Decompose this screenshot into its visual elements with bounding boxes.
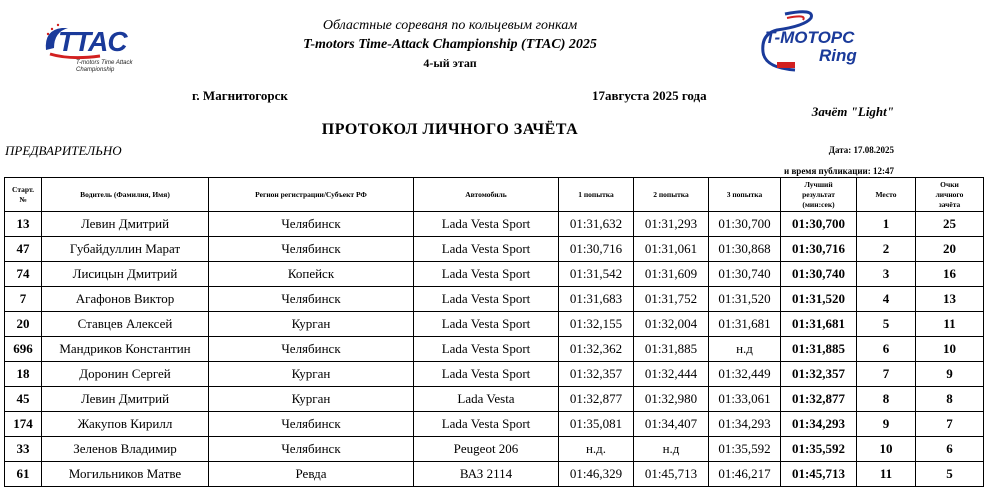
attempt-2-cell: 01:31,293 — [634, 212, 709, 237]
attempt-2-cell: 01:31,061 — [634, 237, 709, 262]
table-row — [5, 337, 984, 362]
header-attempt-1: 1 попытка — [559, 178, 634, 212]
attempt-1-cell: 01:46,329 — [559, 462, 634, 487]
points-cell: 8 — [916, 387, 984, 412]
attempt-3-cell: 01:35,592 — [709, 437, 781, 462]
driver-cell: Левин Дмитрий — [42, 212, 209, 237]
table-row — [5, 362, 984, 387]
driver-cell: Ставцев Алексей — [42, 312, 209, 337]
place-cell: 11 — [857, 462, 916, 487]
attempt-2-cell: 01:31,885 — [634, 337, 709, 362]
table-row — [5, 387, 984, 412]
attempt-2-cell: 01:34,407 — [634, 412, 709, 437]
attempt-1-cell: 01:30,716 — [559, 237, 634, 262]
place-cell: 10 — [857, 437, 916, 462]
attempt-1-cell: 01:32,357 — [559, 362, 634, 387]
attempt-2-cell: 01:32,980 — [634, 387, 709, 412]
points-cell: 5 — [916, 462, 984, 487]
points-cell: 10 — [916, 337, 984, 362]
driver-cell: Доронин Сергей — [42, 362, 209, 387]
start-number-cell: 13 — [5, 212, 42, 237]
place-cell: 6 — [857, 337, 916, 362]
attempt-2-cell: 01:31,609 — [634, 262, 709, 287]
place-cell: 3 — [857, 262, 916, 287]
place-cell: 7 — [857, 362, 916, 387]
points-cell: 11 — [916, 312, 984, 337]
start-number-cell: 74 — [5, 262, 42, 287]
best-result-cell: 01:34,293 — [781, 412, 857, 437]
table-header-row — [5, 178, 984, 212]
points-cell: 7 — [916, 412, 984, 437]
attempt-1-cell: 01:31,542 — [559, 262, 634, 287]
start-number-cell: 174 — [5, 412, 42, 437]
ring-brand-text: Ring — [819, 46, 857, 65]
header-car: Автомобиль — [414, 178, 559, 212]
attempt-1-cell: 01:31,632 — [559, 212, 634, 237]
region-cell: Челябинск — [209, 237, 414, 262]
place-cell: 5 — [857, 312, 916, 337]
header-start-number: Старт. № — [5, 178, 42, 212]
car-cell: Peugeot 206 — [414, 437, 559, 462]
region-cell: Курган — [209, 387, 414, 412]
attempt-1-cell: 01:32,155 — [559, 312, 634, 337]
table-row — [5, 287, 984, 312]
attempt-3-cell: н.д — [709, 337, 781, 362]
ttac-brand-text: TTAC — [58, 26, 127, 57]
car-cell: Lada Vesta Sport — [414, 362, 559, 387]
points-cell: 20 — [916, 237, 984, 262]
header-attempt-2: 2 попытка — [634, 178, 709, 212]
car-cell: Lada Vesta Sport — [414, 237, 559, 262]
attempt-3-cell: 01:31,520 — [709, 287, 781, 312]
table-row — [5, 212, 984, 237]
car-cell: Lada Vesta — [414, 387, 559, 412]
points-cell: 9 — [916, 362, 984, 387]
driver-cell: Левин Дмитрий — [42, 387, 209, 412]
points-cell: 25 — [916, 212, 984, 237]
table-row — [5, 412, 984, 437]
table-row — [5, 262, 984, 287]
attempt-3-cell: 01:31,681 — [709, 312, 781, 337]
region-cell: Челябинск — [209, 437, 414, 462]
car-cell: Lada Vesta Sport — [414, 412, 559, 437]
region-cell: Челябинск — [209, 287, 414, 312]
table-row — [5, 237, 984, 262]
attempt-3-cell: 01:33,061 — [709, 387, 781, 412]
attempt-3-cell: 01:32,449 — [709, 362, 781, 387]
class-label: Зачёт "Light" — [811, 104, 894, 119]
attempt-1-cell: 01:32,362 — [559, 337, 634, 362]
table-row — [5, 312, 984, 337]
attempt-1-cell: н.д. — [559, 437, 634, 462]
driver-cell: Лисицын Дмитрий — [42, 262, 209, 287]
protocol-title: ПРОТОКОЛ ЛИЧНОГО ЗАЧЁТА — [321, 121, 579, 138]
results-table — [4, 177, 984, 487]
region-cell: Курган — [209, 312, 414, 337]
start-number-cell: 696 — [5, 337, 42, 362]
attempt-1-cell: 01:35,081 — [559, 412, 634, 437]
driver-cell: Мандриков Константин — [42, 337, 209, 362]
car-cell: Lada Vesta Sport — [414, 337, 559, 362]
region-cell: Челябинск — [209, 212, 414, 237]
car-cell: Lada Vesta Sport — [414, 212, 559, 237]
car-cell: Lada Vesta Sport — [414, 287, 559, 312]
best-result-cell: 01:35,592 — [781, 437, 857, 462]
attempt-2-cell: 01:32,444 — [634, 362, 709, 387]
driver-cell: Зеленов Владимир — [42, 437, 209, 462]
best-result-cell: 01:30,700 — [781, 212, 857, 237]
car-cell: Lada Vesta Sport — [414, 312, 559, 337]
tmotors-ring-logo — [755, 8, 885, 74]
best-result-cell: 01:32,877 — [781, 387, 857, 412]
best-result-cell: 01:45,713 — [781, 462, 857, 487]
ttac-subtitle-line2: Championship — [76, 67, 115, 73]
points-cell: 16 — [916, 262, 984, 287]
tmotors-brand-text: T-MOTOPC — [765, 28, 855, 47]
region-cell: Челябинск — [209, 337, 414, 362]
start-number-cell: 18 — [5, 362, 42, 387]
publication-date: Дата: 17.08.2025 — [828, 145, 894, 155]
status-label: ПРЕДВАРИТЕЛЬНО — [5, 143, 122, 158]
car-cell: Lada Vesta Sport — [414, 262, 559, 287]
attempt-1-cell: 01:32,877 — [559, 387, 634, 412]
place-cell: 1 — [857, 212, 916, 237]
event-date: 17августа 2025 года — [592, 88, 707, 103]
points-cell: 13 — [916, 287, 984, 312]
best-result-cell: 01:31,681 — [781, 312, 857, 337]
place-cell: 9 — [857, 412, 916, 437]
event-city: г. Магнитогорск — [192, 88, 288, 103]
start-number-cell: 47 — [5, 237, 42, 262]
start-number-cell: 45 — [5, 387, 42, 412]
header-place: Место — [857, 178, 916, 212]
table-row — [5, 437, 984, 462]
attempt-3-cell: 01:46,217 — [709, 462, 781, 487]
driver-cell: Агафонов Виктор — [42, 287, 209, 312]
event-series-title: Областные сореваня по кольцевым гонкам — [322, 18, 578, 33]
best-result-cell: 01:30,716 — [781, 237, 857, 262]
start-number-cell: 20 — [5, 312, 42, 337]
place-cell: 4 — [857, 287, 916, 312]
attempt-2-cell: 01:31,752 — [634, 287, 709, 312]
header-attempt-3: 3 попытка — [709, 178, 781, 212]
region-cell: Копейск — [209, 262, 414, 287]
attempt-1-cell: 01:31,683 — [559, 287, 634, 312]
ttac-subtitle-line1: T-motors Time Attack — [76, 60, 133, 66]
start-number-cell: 33 — [5, 437, 42, 462]
driver-cell: Губайдуллин Марат — [42, 237, 209, 262]
attempt-3-cell: 01:34,293 — [709, 412, 781, 437]
place-cell: 2 — [857, 237, 916, 262]
stage-label: 4-ый этап — [423, 56, 477, 70]
region-cell: Челябинск — [209, 412, 414, 437]
publication-time: и время публикации: 12:47 — [784, 166, 894, 176]
header-best-result: Лучший результат (мин:сек) — [781, 178, 857, 212]
car-cell: ВАЗ 2114 — [414, 462, 559, 487]
start-number-cell: 7 — [5, 287, 42, 312]
championship-title: T-motors Time-Attack Championship (TTAC) 2025 — [303, 37, 597, 52]
best-result-cell: 01:31,520 — [781, 287, 857, 312]
best-result-cell: 01:30,740 — [781, 262, 857, 287]
best-result-cell: 01:31,885 — [781, 337, 857, 362]
attempt-2-cell: 01:32,004 — [634, 312, 709, 337]
attempt-3-cell: 01:30,700 — [709, 212, 781, 237]
start-number-cell: 61 — [5, 462, 42, 487]
header-points: Очки личного зачёта — [916, 178, 984, 212]
region-cell: Ревда — [209, 462, 414, 487]
header-driver: Водитель (Фамилия, Имя) — [42, 178, 209, 212]
points-cell: 6 — [916, 437, 984, 462]
attempt-3-cell: 01:30,868 — [709, 237, 781, 262]
driver-cell: Могильников Матве — [42, 462, 209, 487]
place-cell: 8 — [857, 387, 916, 412]
best-result-cell: 01:32,357 — [781, 362, 857, 387]
driver-cell: Жакупов Кирилл — [42, 412, 209, 437]
attempt-2-cell: н.д — [634, 437, 709, 462]
region-cell: Курган — [209, 362, 414, 387]
header-region: Регион регистрации/Субъект РФ — [209, 178, 414, 212]
attempt-2-cell: 01:45,713 — [634, 462, 709, 487]
attempt-3-cell: 01:30,740 — [709, 262, 781, 287]
table-row — [5, 462, 984, 487]
